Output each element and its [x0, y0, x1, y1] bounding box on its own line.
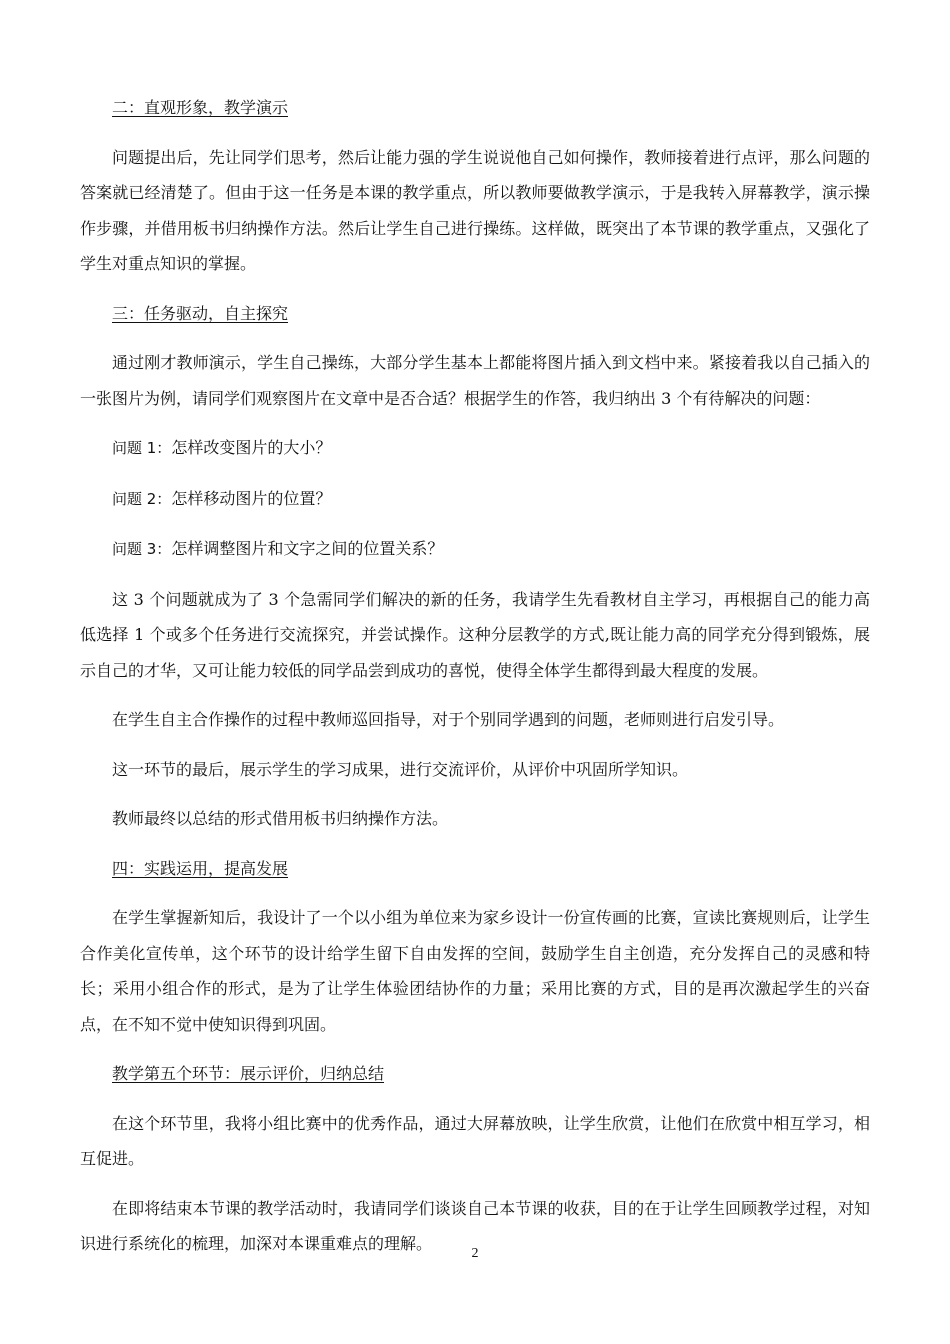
paragraph: 在即将结束本节课的教学活动时，我请同学们谈谈自己本节课的收获，目的在于让学生回顾教学过程，对知识进行系统化的梳理，加深对本课重难点的理解。 [80, 1198, 870, 1253]
page-number: 2 [471, 1246, 479, 1261]
question-text: 怎样调整图片和文字之间的位置关系？ [171, 539, 444, 558]
document-body [80, 90, 870, 1276]
paragraph: 这一环节的最后，展示学生的学习成果，进行交流评价，从评价中巩固所学知识。 [112, 759, 689, 779]
paragraph: 教师最终以总结的形式借用板书归纳操作方法。 [112, 809, 449, 828]
question-label: 问题 2： [112, 489, 172, 508]
paragraph: 这 3 个问题就成为了 3 个急需同学们解决的新的任务，我请学生先看教材自主学习，再根据自己的能力高低选择 1 个或多个任务进行交流探究，并尝试操作。这种分层教学的方式,既让能力高的同学充分得到锻炼，展示自己的才华，又可让能力较低的同学品尝到成功的喜悦，使得全体学生都得到最大程度的发展。 [80, 589, 870, 680]
question-item-3 [112, 531, 870, 568]
question-text: 怎样移动图片的位置？ [171, 488, 332, 508]
question-item-2 [112, 481, 870, 518]
section-heading-4: 四：实践运用，提高发展 [112, 858, 289, 878]
paragraph: 在这个环节里，我将小组比赛中的优秀作品，通过大屏幕放映，让学生欣赏，让他们在欣赏中相互学习，相互促进。 [80, 1113, 870, 1168]
paragraph: 在学生掌握新知后，我设计了一个以小组为单位来为家乡设计一份宣传画的比赛，宣读比赛规则后，让学生合作美化宣传单，这个环节的设计给学生留下自由发挥的空间，鼓励学生自主创造，充分发挥自己的灵感和特长；采用小组合作的形式，是为了让学生体验团结协作的力量；采用比赛的方式，目的是再次激起学生的兴奋点，在不知不觉中使知识得到巩固。 [80, 908, 870, 1034]
section-heading-3: 三：任务驱动，自主探究 [112, 303, 289, 323]
section-heading-2: 二：直观形象，教学演示 [112, 98, 289, 117]
section-heading-5: 教学第五个环节：展示评价，归纳总结 [112, 1064, 385, 1083]
paragraph: 通过刚才教师演示，学生自己操练，大部分学生基本上都能将图片插入到文档中来。紧接着我以自己插入的一张图片为例，请同学们观察图片在文章中是否合适？根据学生的作答，我归纳出 3 个有待解决的问题： [80, 353, 870, 408]
question-label: 问题 1： [112, 439, 172, 457]
question-item-1 [112, 430, 870, 467]
question-label: 问题 3： [112, 540, 172, 558]
question-text: 怎样改变图片的大小？ [171, 438, 332, 457]
paragraph: 问题提出后，先让同学们思考，然后让能力强的学生说说他自己如何操作，教师接着进行点评，那么问题的答案就已经清楚了。但由于这一任务是本课的教学重点，所以教师要做教学演示，于是我转入屏幕教学，演示操作步骤，并借用板书归纳操作方法。然后让学生自己进行操练。这样做，既突出了本节课的教学重点，又强化了学生对重点知识的掌握。 [80, 147, 870, 273]
paragraph: 在学生自主合作操作的过程中教师巡回指导，对于个别同学遇到的问题，老师则进行启发引导。 [112, 710, 785, 729]
